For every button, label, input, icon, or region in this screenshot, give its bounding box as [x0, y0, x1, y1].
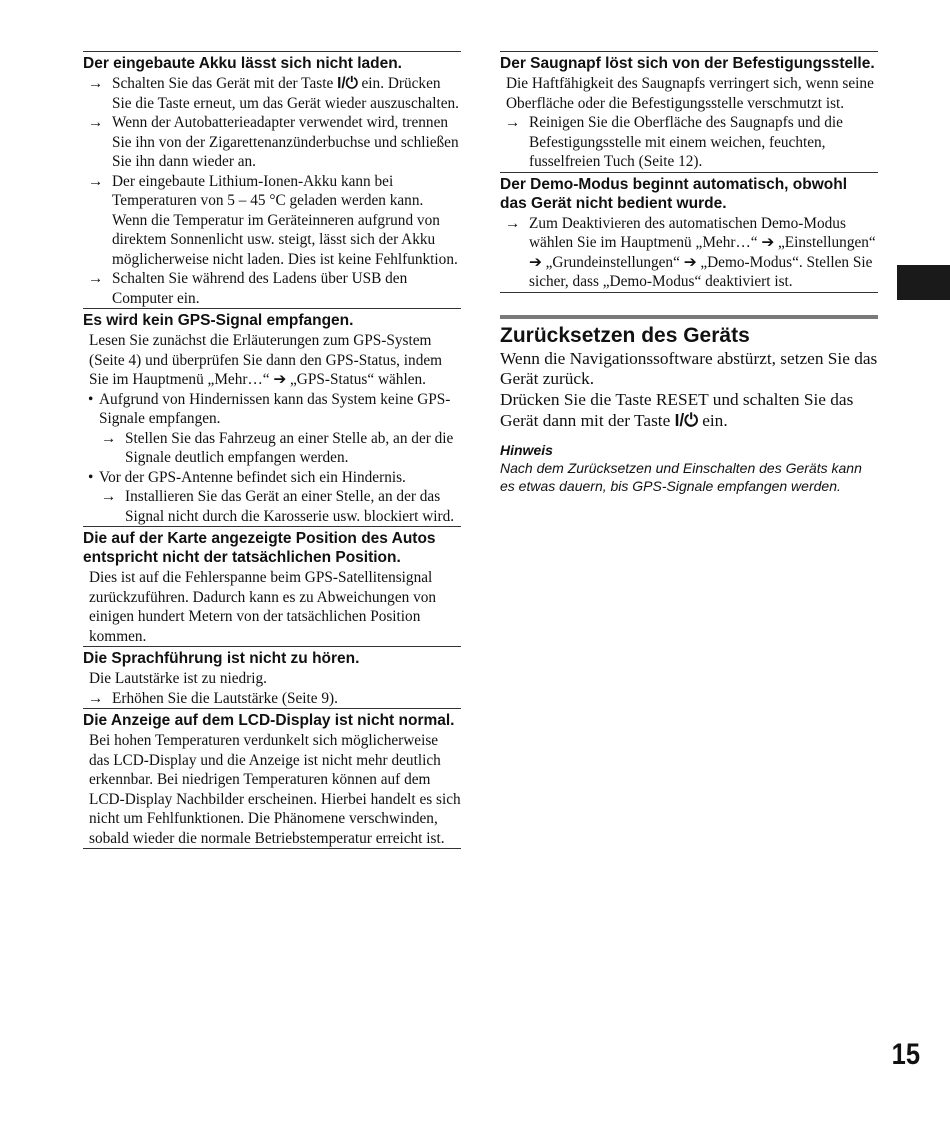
- section-text: Bei hohen Temperaturen verdunkelt sich möglicherweise das LCD-Display und die Anzeige ist nicht mehr deutlich erkennbar. Bei niedrigen Temperaturen können auf dem LCD-Display Nachbilder erscheinen. Hierbei handelt es sich nicht um Fehlfunktionen. Die Phänomene verschwinden, sobald wieder die normale Betriebstemperatur erreicht ist.: [89, 732, 461, 847]
- bullet-icon: •: [88, 468, 94, 486]
- section-battery: [83, 51, 461, 308]
- section-lcd-display: [83, 708, 461, 849]
- section-heading: Es wird kein GPS-Signal empfangen.: [83, 312, 354, 329]
- arrow-icon: →: [88, 75, 104, 92]
- arrow-icon: →: [88, 270, 104, 287]
- section-text: Dies ist auf die Fehlerspanne beim GPS-Satellitensignal zurückzuführen. Dadurch kann es zu Abweichungen von einigen hundert Metern von der tatsächlichen Position kommen.: [89, 569, 437, 645]
- instruction-item: [500, 113, 878, 172]
- instruction-item: [83, 689, 461, 709]
- instruction-text: Stellen Sie das Fahrzeug an einer Stelle ab, an der die Signale deutlich empfangen werden.: [125, 429, 454, 466]
- bullet-item: [83, 468, 461, 488]
- instruction-text: Installieren Sie das Gerät an einer Stelle, an der das Signal nicht durch die Karosserie usw. blockiert wird.: [125, 488, 455, 525]
- arrow-icon: →: [88, 114, 104, 131]
- instruction-item: [83, 487, 461, 526]
- chapter-tab-marker: [897, 265, 950, 300]
- instruction-item: [83, 113, 461, 172]
- section-suction-cup: [500, 51, 878, 172]
- note-text: Nach dem Zurücksetzen und Einschalten des Geräts kann es etwas dauern, bis GPS-Signale empfangen werden.: [500, 459, 862, 494]
- section-text: Die Haftfähigkeit des Saugnapfs verringert sich, wenn seine Oberfläche oder die Befestigungsstelle verschmutzt ist.: [506, 75, 874, 112]
- reset-text: ein.: [702, 411, 728, 430]
- section-demo-mode: [500, 172, 878, 293]
- left-column: [83, 51, 461, 849]
- instruction-text: Schalten Sie während des Ladens über USB den Computer ein.: [112, 270, 408, 307]
- section-text: Lesen Sie zunächst die Erläuterungen zum GPS-System (Seite 4) und überprüfen Sie dann den GPS-Status, indem Sie im Hauptmenü „Mehr…“ ➔ „GPS-Status“ wählen.: [89, 332, 443, 388]
- instruction-text: Erhöhen Sie die Lautstärke (Seite 9).: [112, 689, 338, 707]
- instruction-text: ein. Drücken Sie die Taste erneut, um das Gerät wieder auszuschalten.: [112, 75, 459, 112]
- bullet-text: Aufgrund von Hindernissen kann das System keine GPS-Signale empfangen.: [99, 390, 451, 427]
- section-map-position: [83, 526, 461, 646]
- section-heading: Die Anzeige auf dem LCD-Display ist nicht normal.: [83, 712, 455, 729]
- section-heading: Der Saugnapf löst sich von der Befestigungsstelle.: [500, 55, 875, 72]
- instruction-text: Der eingebaute Lithium-Ionen-Akku kann bei Temperaturen von 5 – 45 °C geladen werden kann. Wenn die Temperatur im Geräteinneren aufgrund von direktem Sonnenlicht usw. steigt, lässt sich der Akku möglicherweise nicht laden. Dies ist keine Fehlfunktion.: [112, 172, 458, 268]
- section-divider: [500, 315, 878, 319]
- instruction-item: [83, 429, 461, 468]
- section-heading: Die Sprachführung ist nicht zu hören.: [83, 650, 360, 667]
- bullet-icon: •: [88, 390, 94, 408]
- arrow-icon: →: [505, 114, 521, 131]
- section-gps-signal: [83, 308, 461, 526]
- reset-text: Drücken Sie die Taste RESET und schalten Sie das Gerät dann mit der Taste: [500, 389, 854, 430]
- instruction-text: Reinigen Sie die Oberfläche des Saugnapfs und die Befestigungsstelle mit einem weichen, feuchten, fusselfreien Tuch (Seite 12).: [529, 114, 843, 170]
- reset-section-title: Zurücksetzen des Geräts: [500, 323, 750, 347]
- instruction-item: [83, 269, 461, 308]
- instruction-text: Wenn der Autobatterieadapter verwendet wird, trennen Sie ihn von der Zigarettenanzünderbuchse und schließen Sie ihn dann wieder an.: [112, 114, 459, 170]
- instruction-text: Zum Deaktivieren des automatischen Demo-Modus wählen Sie im Hauptmenü „Mehr…“ ➔ „Einstellungen“ ➔ „Grundeinstellungen“ ➔ „Demo-Modus“. Stellen Sie sicher, dass „Demo-Modus“ deaktiviert ist.: [529, 214, 876, 290]
- instruction-item: [83, 74, 461, 113]
- section-heading: Die auf der Karte angezeigte Position des Autos entspricht nicht der tatsächlichen Position.: [83, 530, 436, 566]
- instruction-item: [83, 172, 461, 270]
- page-number: 15: [891, 1038, 920, 1071]
- section-voice-guidance: [83, 646, 461, 708]
- section-heading: Der Demo-Modus beginnt automatisch, obwohl das Gerät nicht bedient wurde.: [500, 175, 848, 212]
- arrow-icon: →: [101, 429, 117, 447]
- arrow-icon: →: [101, 488, 117, 505]
- instruction-item: [500, 214, 878, 292]
- power-button-icon: I/⏻: [337, 75, 358, 92]
- section-heading: Der eingebaute Akku lässt sich nicht laden.: [83, 55, 402, 72]
- note-title: Hinweis: [500, 441, 553, 458]
- arrow-icon: →: [88, 172, 104, 190]
- section-text: Die Lautstärke ist zu niedrig.: [89, 670, 267, 687]
- bullet-text: Vor der GPS-Antenne befindet sich ein Hindernis.: [99, 468, 406, 486]
- arrow-icon: →: [505, 214, 521, 232]
- arrow-icon: →: [88, 689, 104, 707]
- power-button-icon: I/⏻: [674, 410, 698, 430]
- bullet-item: [83, 390, 461, 429]
- reset-paragraph: [500, 390, 878, 432]
- right-column: [500, 51, 878, 495]
- reset-paragraph: Wenn die Navigationssoftware abstürzt, setzen Sie das Gerät zurück.: [500, 348, 878, 388]
- instruction-text: Schalten Sie das Gerät mit der Taste: [112, 75, 334, 92]
